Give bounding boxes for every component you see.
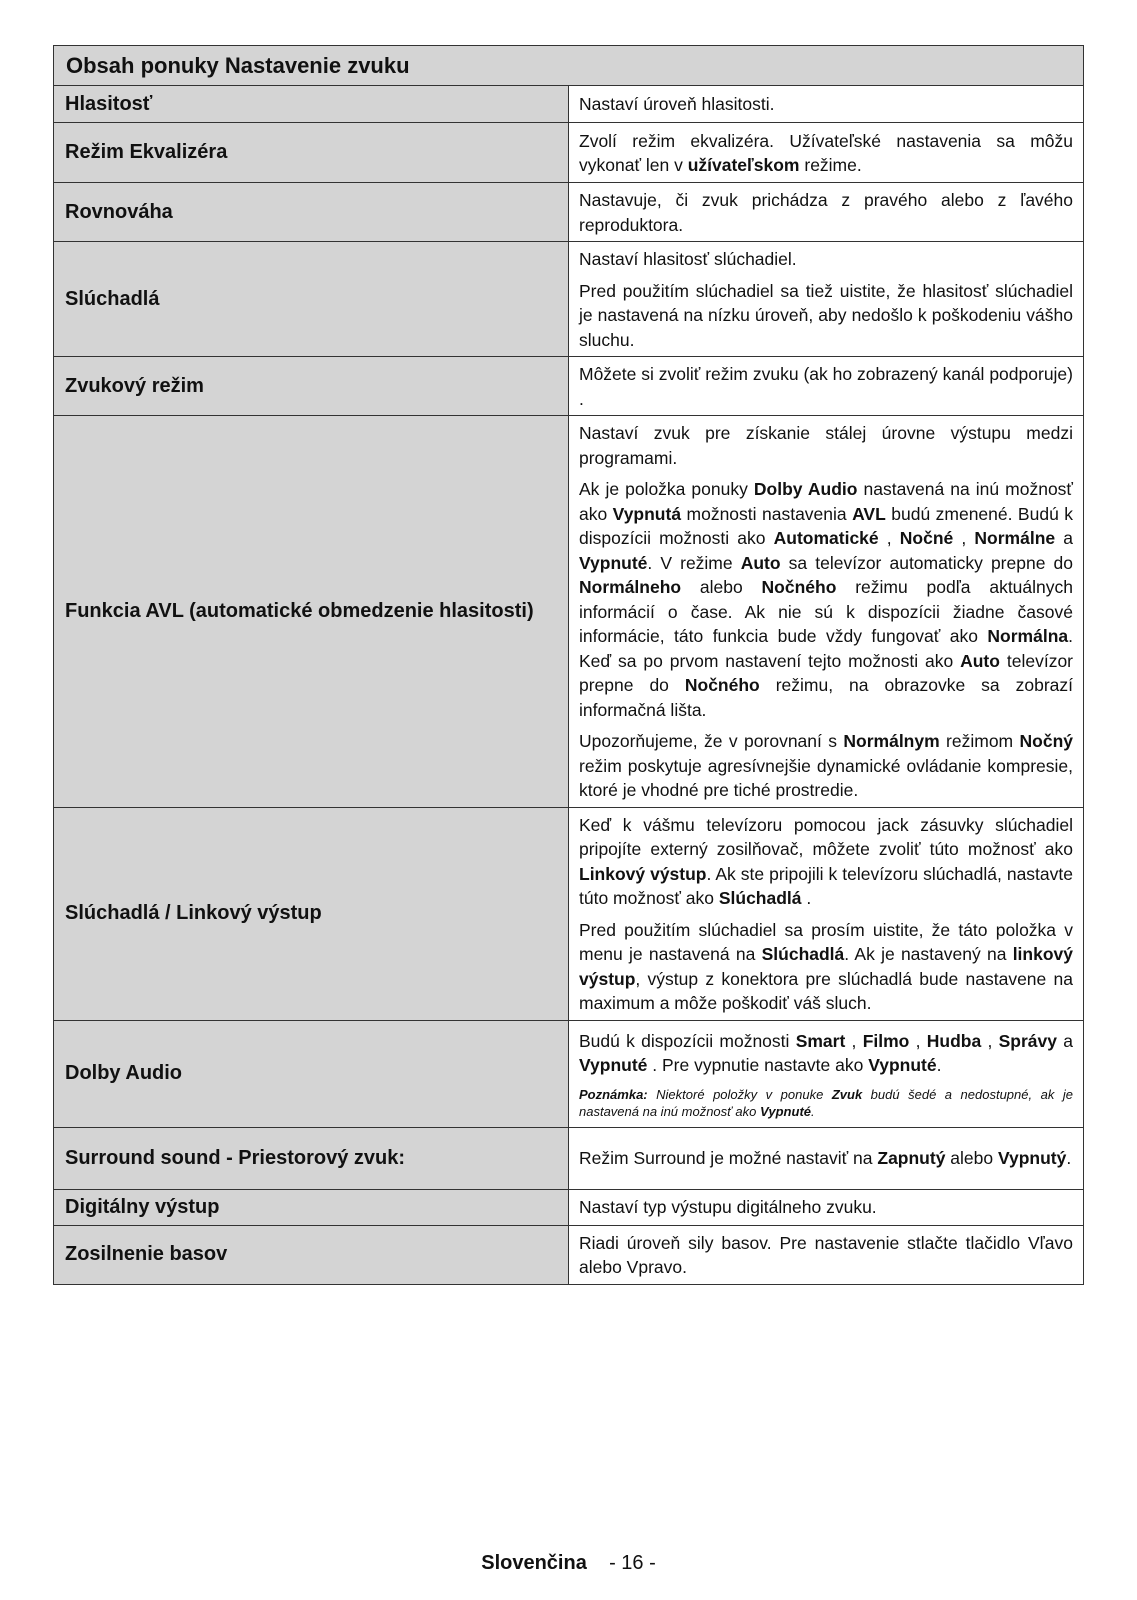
text-segment: Pred použitím slúchadiel sa tiež uistite, že hlasitosť slúchadiel je nastavená na nízku úroveň, aby nedošlo k poškodeniu vášho sluchu.	[579, 280, 1073, 350]
setting-description	[569, 1020, 1084, 1127]
setting-description	[569, 807, 1084, 1020]
description-paragraph	[579, 477, 1073, 722]
emphasized-text: Nočný	[1019, 731, 1073, 751]
setting-label: Hlasitosť	[54, 86, 569, 123]
setting-description	[569, 1225, 1084, 1284]
text-segment: Nastaví úroveň hlasitosti.	[579, 94, 775, 115]
description-paragraph	[579, 813, 1073, 911]
text-segment: sa televízor automaticky prepne do	[780, 552, 1073, 573]
setting-label: Slúchadlá / Linkový výstup	[54, 807, 569, 1020]
setting-label: Rovnováha	[54, 183, 569, 242]
text-segment: ,	[845, 1030, 863, 1051]
table-row	[54, 1127, 1084, 1189]
emphasized-text: Poznámka:	[579, 1086, 648, 1102]
setting-description	[569, 123, 1084, 183]
emphasized-text: Normálne	[974, 528, 1056, 548]
footer-language: Slovenčina	[481, 1552, 587, 1574]
emphasized-text: linkový výstup	[579, 944, 1073, 989]
emphasized-text: Vypnuté	[868, 1055, 937, 1075]
emphasized-text: Vypnuté	[579, 1055, 648, 1075]
setting-label: Funkcia AVL (automatické obmedzenie hlasitosti)	[54, 416, 569, 808]
description-paragraph	[579, 279, 1073, 353]
emphasized-text: Auto	[740, 552, 781, 573]
setting-description	[569, 357, 1084, 416]
emphasized-text: Nočného	[684, 675, 760, 695]
setting-description	[569, 416, 1084, 808]
emphasized-text: Vypnutá	[612, 503, 682, 524]
emphasized-text: AVL	[852, 503, 886, 524]
emphasized-text: Auto	[960, 650, 1000, 671]
text-segment: . Keď sa po prvom nastavení tejto možnosti ako	[579, 626, 1073, 671]
emphasized-text: Slúchadlá	[718, 888, 802, 908]
table-row	[54, 416, 1084, 808]
text-segment: možnosti nastavenia	[681, 503, 853, 524]
text-segment: Režim Surround je možné nastaviť na	[579, 1148, 878, 1169]
text-segment: alebo	[681, 577, 762, 597]
text-segment: Budú k dispozícii možnosti	[579, 1030, 796, 1051]
description-paragraph	[579, 92, 1073, 117]
text-segment: režimom	[939, 731, 1020, 751]
text-segment: Pred použitím slúchadiel sa prosím uistite, že táto položka v menu je nastavená na	[579, 919, 1073, 964]
setting-label: Režim Ekvalizéra	[54, 123, 569, 183]
description-note	[579, 1086, 1073, 1120]
description-paragraph	[579, 918, 1073, 1016]
emphasized-text: Nočného	[761, 577, 837, 597]
text-segment: ,	[981, 1030, 999, 1051]
emphasized-text: Automatické	[773, 528, 879, 548]
text-segment: , výstup z konektora pre slúchadlá bude nastavene na maximum a môže poškodiť váš sluch.	[579, 968, 1073, 1013]
emphasized-text: Hudba	[926, 1030, 982, 1051]
table-row	[54, 123, 1084, 183]
text-segment: režime.	[799, 155, 862, 175]
table-title-row	[54, 46, 1084, 86]
text-segment: alebo	[945, 1148, 998, 1169]
table-row	[54, 242, 1084, 357]
description-paragraph	[579, 1231, 1073, 1280]
description-paragraph	[579, 1146, 1073, 1171]
emphasized-text: Smart	[795, 1030, 846, 1051]
emphasized-text: Normálneho	[579, 577, 682, 597]
table-row	[54, 1189, 1084, 1225]
text-segment: ,	[953, 528, 975, 548]
setting-label: Slúchadlá	[54, 242, 569, 357]
table-row	[54, 86, 1084, 123]
emphasized-text: Slúchadlá	[761, 944, 845, 964]
setting-label: Digitálny výstup	[54, 1189, 569, 1225]
text-segment: televízor prepne do	[579, 650, 1074, 695]
page-number: - 16 -	[609, 1552, 656, 1574]
description-paragraph	[579, 188, 1073, 237]
page-footer	[0, 1552, 1137, 1575]
text-segment: režimu, na obrazovke sa zobrazí informačná lišta.	[579, 675, 1073, 720]
emphasized-text: Správy	[998, 1030, 1057, 1051]
emphasized-text: Vypnuté	[579, 552, 648, 573]
text-segment: Nastavuje, či zvuk prichádza z pravého alebo z ľavého reproduktora.	[579, 190, 1073, 235]
setting-description	[569, 1189, 1084, 1225]
emphasized-text: Zvuk	[831, 1086, 863, 1102]
text-segment: nastavená na inú možnosť ako	[579, 479, 1073, 524]
text-segment: a	[1056, 1030, 1073, 1051]
text-segment: Nastaví zvuk pre získanie stálej úrovne výstupu medzi programami.	[579, 423, 1073, 468]
text-segment: budú šedé a nedostupné, ak je nastavená na inú možnosť ako	[579, 1086, 1073, 1119]
text-segment: Upozorňujeme, že v porovnaní s	[579, 731, 844, 751]
text-segment: režim poskytuje agresívnejšie dynamické ovládanie kompresie, ktoré je vhodné pre tiché prostredie.	[579, 755, 1073, 800]
text-segment: . Ak ste pripojili k televízoru slúchadlá, nastavte túto možnosť ako	[579, 863, 1073, 908]
table-row	[54, 1225, 1084, 1284]
emphasized-text: Normálna	[987, 626, 1069, 646]
text-segment: .	[811, 1103, 815, 1119]
text-segment: Riadi úroveň sily basov. Pre nastavenie stlačte tlačidlo Vľavo alebo Vpravo.	[579, 1232, 1073, 1277]
text-segment: Zvolí režim ekvalizéra. Užívateľské nastavenia sa môžu vykonať len v	[579, 130, 1073, 175]
description-paragraph	[579, 421, 1073, 470]
text-segment: .	[1066, 1148, 1072, 1169]
text-segment: a	[1055, 528, 1074, 548]
description-paragraph	[579, 1195, 1073, 1220]
emphasized-text: Nočné	[899, 528, 954, 548]
text-segment: budú zmenené. Budú k dispozícii možnosti ako	[579, 503, 1074, 548]
description-paragraph	[579, 247, 1073, 272]
sound-settings-table	[53, 45, 1084, 1285]
text-segment: ,	[878, 528, 900, 548]
table-body	[54, 86, 1084, 1285]
setting-label: Surround sound - Priestorový zvuk:	[54, 1127, 569, 1189]
description-paragraph	[579, 1029, 1073, 1078]
text-segment: . V režime	[647, 552, 741, 573]
text-segment: . Pre vypnutie nastavte ako	[647, 1055, 869, 1075]
text-segment: Ak je položka ponuky	[579, 479, 754, 499]
text-segment: Keď k vášmu televízoru pomocou jack zásuvky slúchadiel pripojíte externý zosilňovač, môžete zvoliť túto možnosť ako	[579, 814, 1073, 859]
emphasized-text: Dolby Audio	[753, 479, 858, 499]
emphasized-text: Normálnym	[843, 731, 940, 751]
setting-label: Dolby Audio	[54, 1020, 569, 1127]
text-segment: .	[801, 888, 812, 908]
description-paragraph	[579, 362, 1073, 411]
emphasized-text: Zapnutý	[877, 1148, 946, 1169]
emphasized-text: Vypnutý	[997, 1148, 1067, 1169]
emphasized-text: užívateľskom	[687, 155, 800, 175]
emphasized-text: Vypnuté	[759, 1103, 812, 1119]
table-title: Obsah ponuky Nastavenie zvuku	[54, 46, 1084, 86]
setting-description	[569, 183, 1084, 242]
description-paragraph	[579, 729, 1073, 803]
table-row	[54, 183, 1084, 242]
table-row	[54, 807, 1084, 1020]
table-row	[54, 357, 1084, 416]
text-segment: Nastaví typ výstupu digitálneho zvuku.	[579, 1197, 877, 1218]
description-paragraph	[579, 129, 1073, 178]
setting-description	[569, 242, 1084, 357]
setting-label: Zvukový režim	[54, 357, 569, 416]
text-segment: Môžete si zvoliť režim zvuku (ak ho zobrazený kanál podporuje) .	[579, 364, 1073, 409]
text-segment: Niektoré položky v ponuke	[647, 1086, 832, 1102]
emphasized-text: Filmo	[862, 1030, 910, 1051]
emphasized-text: Linkový výstup	[579, 863, 707, 884]
text-segment: ,	[909, 1030, 927, 1051]
text-segment: .	[936, 1055, 942, 1075]
setting-label: Zosilnenie basov	[54, 1225, 569, 1284]
text-segment: režimu podľa aktuálnych informácií o čase. Ak nie sú k dispozícii žiadne časové informácie, táto funkcia bude vždy fungovať ako	[579, 577, 1073, 646]
setting-description	[569, 1127, 1084, 1189]
setting-description	[569, 86, 1084, 123]
text-segment: Nastaví hlasitosť slúchadiel.	[579, 249, 797, 269]
table-row	[54, 1020, 1084, 1127]
text-segment: . Ak je nastavený na	[844, 944, 1013, 964]
